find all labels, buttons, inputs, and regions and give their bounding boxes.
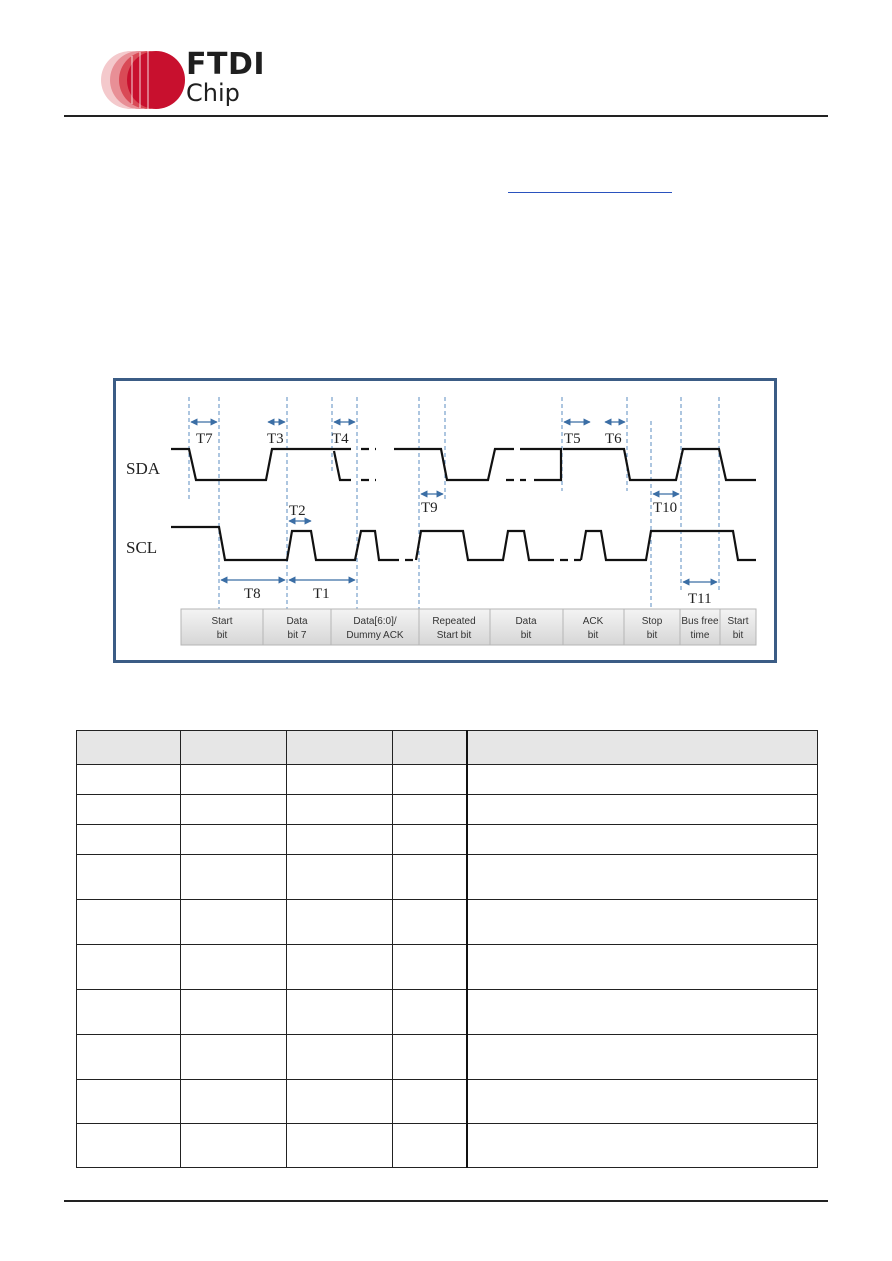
- phase-start-bit-2: Start bit: [727, 616, 749, 641]
- timing-parameters-table: [76, 730, 818, 1168]
- table-rule: [76, 764, 818, 765]
- table-column-rule: [76, 730, 77, 1168]
- timing-label-t1: T1: [313, 586, 330, 602]
- hyperlink-underline[interactable]: [508, 192, 672, 193]
- timing-guides: [189, 397, 719, 611]
- sda-waveform: [171, 449, 756, 480]
- i2c-timing-diagram: [113, 378, 777, 663]
- phase-stop-bit: Stop bit: [641, 616, 663, 641]
- table-rule: [76, 730, 818, 731]
- scl-label: SCL: [126, 538, 158, 557]
- header-rule: [64, 115, 828, 117]
- scl-waveform: [171, 527, 756, 560]
- timing-label-t2: T2: [289, 503, 306, 519]
- table-rule: [76, 899, 818, 900]
- table-rule: [76, 824, 818, 825]
- timing-label-t6: T6: [605, 431, 622, 447]
- footer-rule: [64, 1200, 828, 1202]
- timing-label-t10: T10: [653, 500, 678, 516]
- table-rule: [76, 854, 818, 855]
- timing-label-t9: T9: [421, 500, 438, 516]
- timing-label-t7: T7: [196, 431, 213, 447]
- timing-label-t11: T11: [688, 591, 712, 607]
- table-rule: [76, 1079, 818, 1080]
- table-header-row: [76, 730, 818, 764]
- phase-data-dummy-ack: Data[6:0]/ Dummy ACK: [346, 616, 404, 641]
- table-column-rule: [817, 730, 818, 1168]
- phase-bus-free-time: Bus free time: [681, 616, 719, 641]
- phase-data-bit-7: Data bit 7: [286, 616, 308, 641]
- table-rule: [76, 1034, 818, 1035]
- timing-label-t8: T8: [244, 586, 261, 602]
- phase-ack-bit: ACK bit: [582, 616, 604, 641]
- brand-wordmark: [186, 47, 266, 107]
- table-rule: [76, 1167, 818, 1168]
- timing-label-t4: T4: [332, 431, 349, 447]
- brand-line-2: Chip: [186, 79, 240, 107]
- table-column-rule: [180, 730, 181, 1168]
- table-rule: [76, 794, 818, 795]
- brand-line-1: FTDI: [186, 47, 266, 82]
- sda-label: SDA: [126, 459, 161, 478]
- timing-label-t5: T5: [564, 431, 581, 447]
- phase-repeated-start: Repeated Start bit: [432, 616, 476, 641]
- table-column-rule: [286, 730, 287, 1168]
- phase-data-bit: Data bit: [515, 616, 537, 641]
- table-rule: [76, 989, 818, 990]
- timing-label-t3: T3: [267, 431, 284, 447]
- table-column-rule: [392, 730, 393, 1168]
- table-rule: [76, 944, 818, 945]
- phase-start-bit-1: Start bit: [211, 616, 233, 641]
- table-rule: [76, 1123, 818, 1124]
- table-column-rule: [466, 730, 468, 1168]
